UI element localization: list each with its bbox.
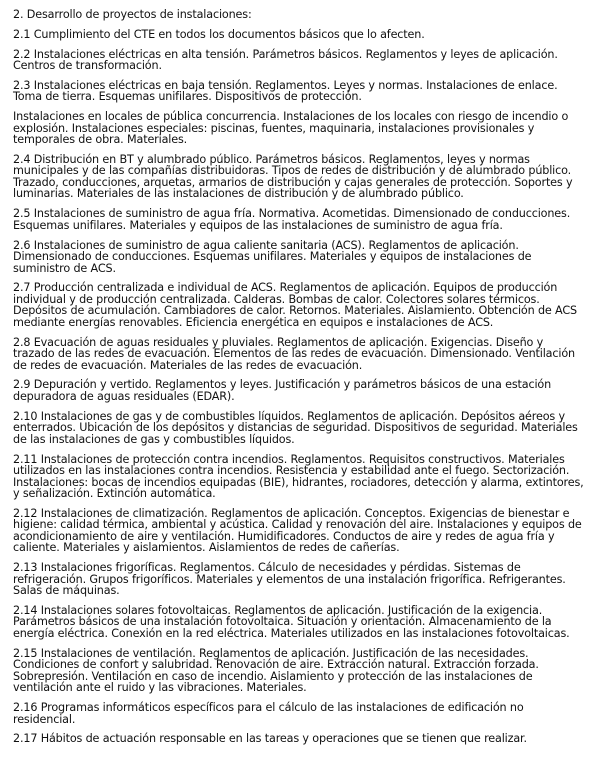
paragraph-2-1: 2.1 Cumplimiento del CTE en todos los documentos básicos que lo afecten. xyxy=(13,27,425,41)
paragraph-2-10: 2.10 Instalaciones de gas y de combustibles líquidos. Reglamentos de aplicación. Depósitos aéreos y enterrados. Ubicación de los depósitos y distancias de seguridad. Dispositivos de seguridad. Materiales de las instalaciones de gas y combustibles líquidos. xyxy=(13,409,578,446)
paragraph-2-17: 2.17 Hábitos de actuación responsable en las tareas y operaciones que se tienen que realizar. xyxy=(13,732,527,746)
paragraph-2-14: 2.14 Instalaciones solares fotovoltaicas. Reglamentos de aplicación. Justificación de la exigencia. Parámetros básicos de una instalación fotovoltaica. Situación y orientación. Almacenamiento de la energía eléctrica. Conexión en la red eléctrica. Materiales utilizados en las instalaciones fotovoltaicas. xyxy=(13,603,570,640)
paragraph-2-15: 2.15 Instalaciones de ventilación. Reglamentos de aplicación. Justificación de las necesidades. Condiciones de confort y salubridad. Renovación de aire. Extracción natural. Extracción forzada. Sobrepresión. Ventilación en caso de incendio. Aislamiento y protección de las instalaciones de ventilación ante el ruido y las vibraciones. Materiales. xyxy=(13,646,539,695)
paragraph-2-13: 2.13 Instalaciones frigoríficas. Reglamentos. Cálculo de necesidades y pérdidas. Sistemas de refrigeración. Grupos frigoríficos. Materiales y elementos de una instalación frigorífica. Refrigerantes. Salas de máquinas. xyxy=(13,561,566,598)
paragraph-2-5: 2.5 Instalaciones de suministro de agua fría. Normativa. Acometidas. Dimensionado de conducciones. Esquemas unifilares. Materiales y equipos de las instalaciones de suministro de agua fría. xyxy=(13,207,571,232)
paragraph-2-12: 2.12 Instalaciones de climatización. Reglamentos de aplicación. Conceptos. Exigencias de bienestar e higiene: calidad térmica, ambiental y acústica. Calidad y renovación del aire. Instalaciones y equipos de acondicionamiento de aire y ventilación. Humidificadores. Conductos de aire y redes de agua fría y caliente. Materiales y aislamientos. Aislamientos de redes de cañerías. xyxy=(13,506,582,555)
paragraph-2-2: 2.2 Instalaciones eléctricas en alta tensión. Parámetros básicos. Reglamentos y leyes de aplicación. Centros de transformación. xyxy=(13,47,558,73)
paragraph-2-3: 2.3 Instalaciones eléctricas en baja tensión. Reglamentos. Leyes y normas. Instalaciones de enlace. Toma de tierra. Esquemas unifilares. Dispositivos de protección. xyxy=(13,78,558,104)
paragraph-2-9: 2.9 Depuración y vertido. Reglamentos y leyes. Justificación y parámetros básicos de una estación depuradora de aguas residuales (EDAR). xyxy=(13,378,552,403)
section-heading: 2. Desarrollo de proyectos de instalaciones: xyxy=(13,8,252,21)
paragraph-2-6: 2.6 Instalaciones de suministro de agua caliente sanitaria (ACS). Reglamentos de aplicación. Dimensionado de conducciones. Esquemas unifilares. Materiales y equipos de instalaciones de suministro de ACS. xyxy=(13,238,532,275)
paragraph-2-16: 2.16 Programas informáticos específicos para el cálculo de las instalaciones de edificación no residencial. xyxy=(13,701,524,726)
paragraph-2-8: 2.8 Evacuación de aguas residuales y pluviales. Reglamentos de aplicación. Exigencias. Diseño y trazado de las redes de evacuación. Elementos de las redes de evacuación. Dimensionado. Ventilación de redes de evacuación. Materiales de las redes de evacuación. xyxy=(13,335,575,372)
paragraph-2-4: 2.4 Distribución en BT y alumbrado público. Parámetros básicos. Reglamentos, leyes y normas municipales y de las compañías distribuidoras. Tipos de redes de distribución y de alumbrado público. Trazado, conducciones, arquetas, armarios de distribución y cajas generales de protección. Soportes y luminarias. Materiales de las instalaciones de distribución y de alumbrado público. xyxy=(13,152,573,201)
paragraph-2-3-continued: Instalaciones en locales de pública concurrencia. Instalaciones de los locales con riesgo de incendio o explosión. Instalaciones especiales: piscinas, fuentes, maquinaria, instalaciones provisionales y temporales de obra. Materiales. xyxy=(13,110,569,147)
paragraph-2-7: 2.7 Producción centralizada e individual de ACS. Reglamentos de aplicación. Equipos de producción individual y de producción centralizada. Calderas. Bombas de calor. Colectores solares térmicos. Depósitos de acumulación. Cambiadores de calor. Retornos. Materiales. Aislamiento. Obtención de ACS mediante energías renovables. Eficiencia energética en equipos e instalaciones de ACS. xyxy=(13,281,577,329)
paragraph-2-11: 2.11 Instalaciones de protección contra incendios. Reglamentos. Requisitos constructivos. Materiales utilizados en las instalaciones contra incendios. Resistencia y estabilidad ante el fuego. Sectorización. Instalaciones: bocas de incendios equipadas (BIE), hidrantes, rociadores, detección y alarma, extintores, y señalización. Extinción automática. xyxy=(13,452,584,501)
